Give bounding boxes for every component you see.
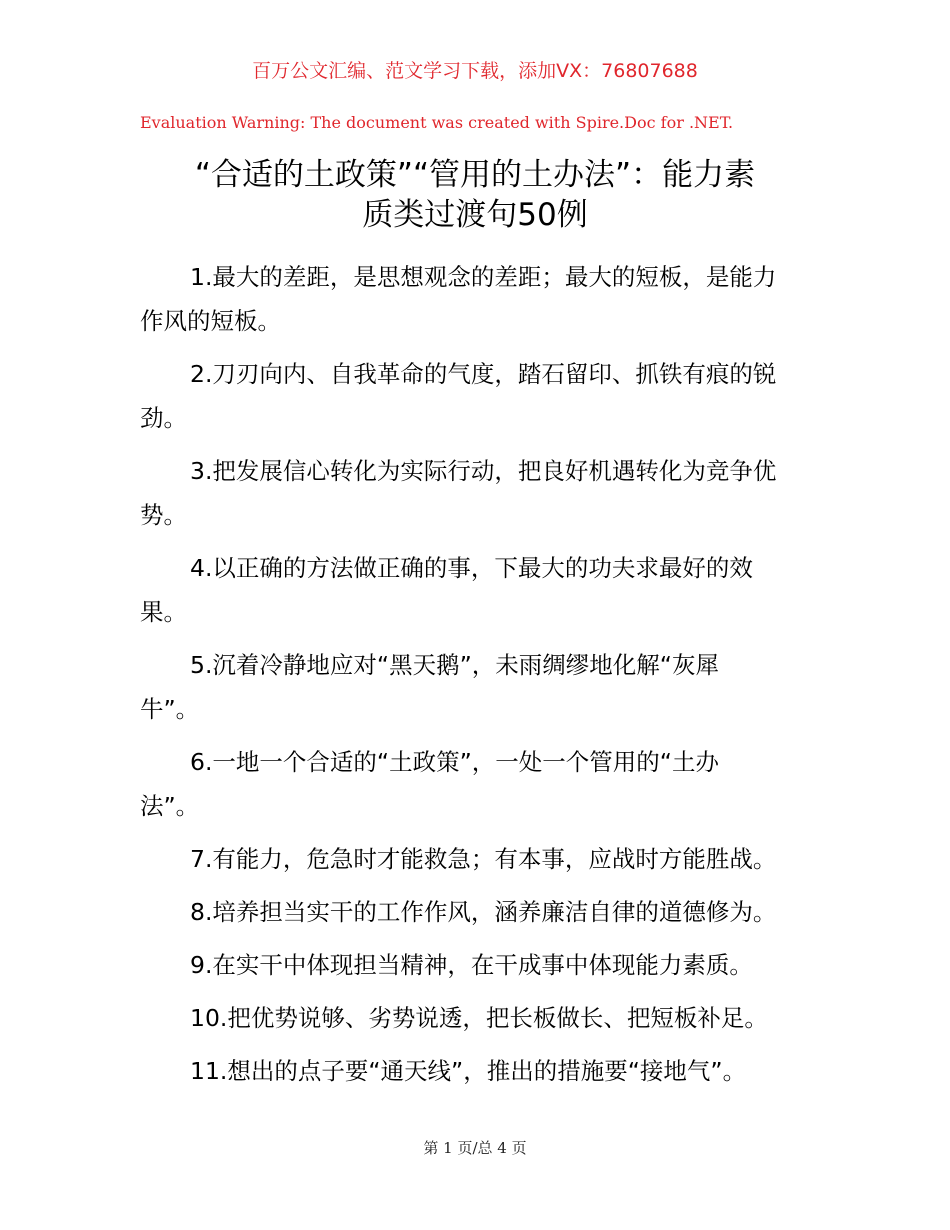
list-item	[140, 837, 820, 881]
list-item	[140, 546, 820, 634]
paragraph-line: 3.把发展信心转化为实际行动，把良好机遇转化为竞争优	[190, 457, 777, 485]
document-title	[0, 155, 950, 235]
paragraph-line: 牛”。	[140, 695, 200, 723]
list-item	[140, 996, 820, 1040]
paragraph-line: 2.刀刃向内、自我革命的气度，踏石留印、抓铁有痕的锐	[190, 360, 777, 388]
list-item	[140, 255, 820, 343]
list-item	[140, 890, 820, 934]
paragraph-line: 8.培养担当实干的工作作风，涵养廉洁自律的道德修为。	[190, 898, 777, 926]
paragraph-line: 作风的短板。	[140, 307, 281, 335]
paragraph-line: 11.想出的点子要“通天线”，推出的措施要“接地气”。	[190, 1057, 747, 1085]
paragraph-line: 1.最大的差距，是思想观念的差距；最大的短板，是能力	[190, 263, 777, 291]
paragraph-line: 劲。	[140, 404, 187, 432]
paragraph-line: 10.把优势说够、劣势说透，把长板做长、把短板补足。	[190, 1004, 768, 1032]
list-item	[140, 943, 820, 987]
paragraph-line: 势。	[140, 501, 187, 529]
title-line-1: “合适的土政策”“管用的土办法”：能力素	[194, 157, 756, 193]
paragraph-line: 9.在实干中体现担当精神，在干成事中体现能力素质。	[190, 951, 753, 979]
paragraph-line: 7.有能力，危急时才能救急；有本事，应战时方能胜战。	[190, 845, 777, 873]
evaluation-warning: Evaluation Warning: The document was created with Spire.Doc for .NET.	[140, 113, 734, 132]
list-item	[140, 449, 820, 537]
paragraph-line: 5.沉着冷静地应对“黑天鹅”，未雨绸缪地化解“灰犀	[190, 651, 719, 679]
title-line-2: 质类过渡句50例	[362, 197, 588, 233]
list-item	[140, 643, 820, 731]
page-footer: 第 1 页/总 4 页	[423, 1139, 527, 1157]
list-item	[140, 352, 820, 440]
list-item	[140, 1049, 820, 1093]
paragraph-line: 法”。	[140, 792, 200, 820]
list-item	[140, 740, 820, 828]
paragraph-line: 4.以正确的方法做正确的事，下最大的功夫求最好的效	[190, 554, 753, 582]
paragraph-line: 果。	[140, 598, 187, 626]
paragraph-line: 6.一地一个合适的“土政策”，一处一个管用的“土办	[190, 748, 719, 776]
promo-header: 百万公文汇编、范文学习下载，添加VX：76807688	[252, 60, 698, 82]
document-body	[140, 255, 820, 1102]
